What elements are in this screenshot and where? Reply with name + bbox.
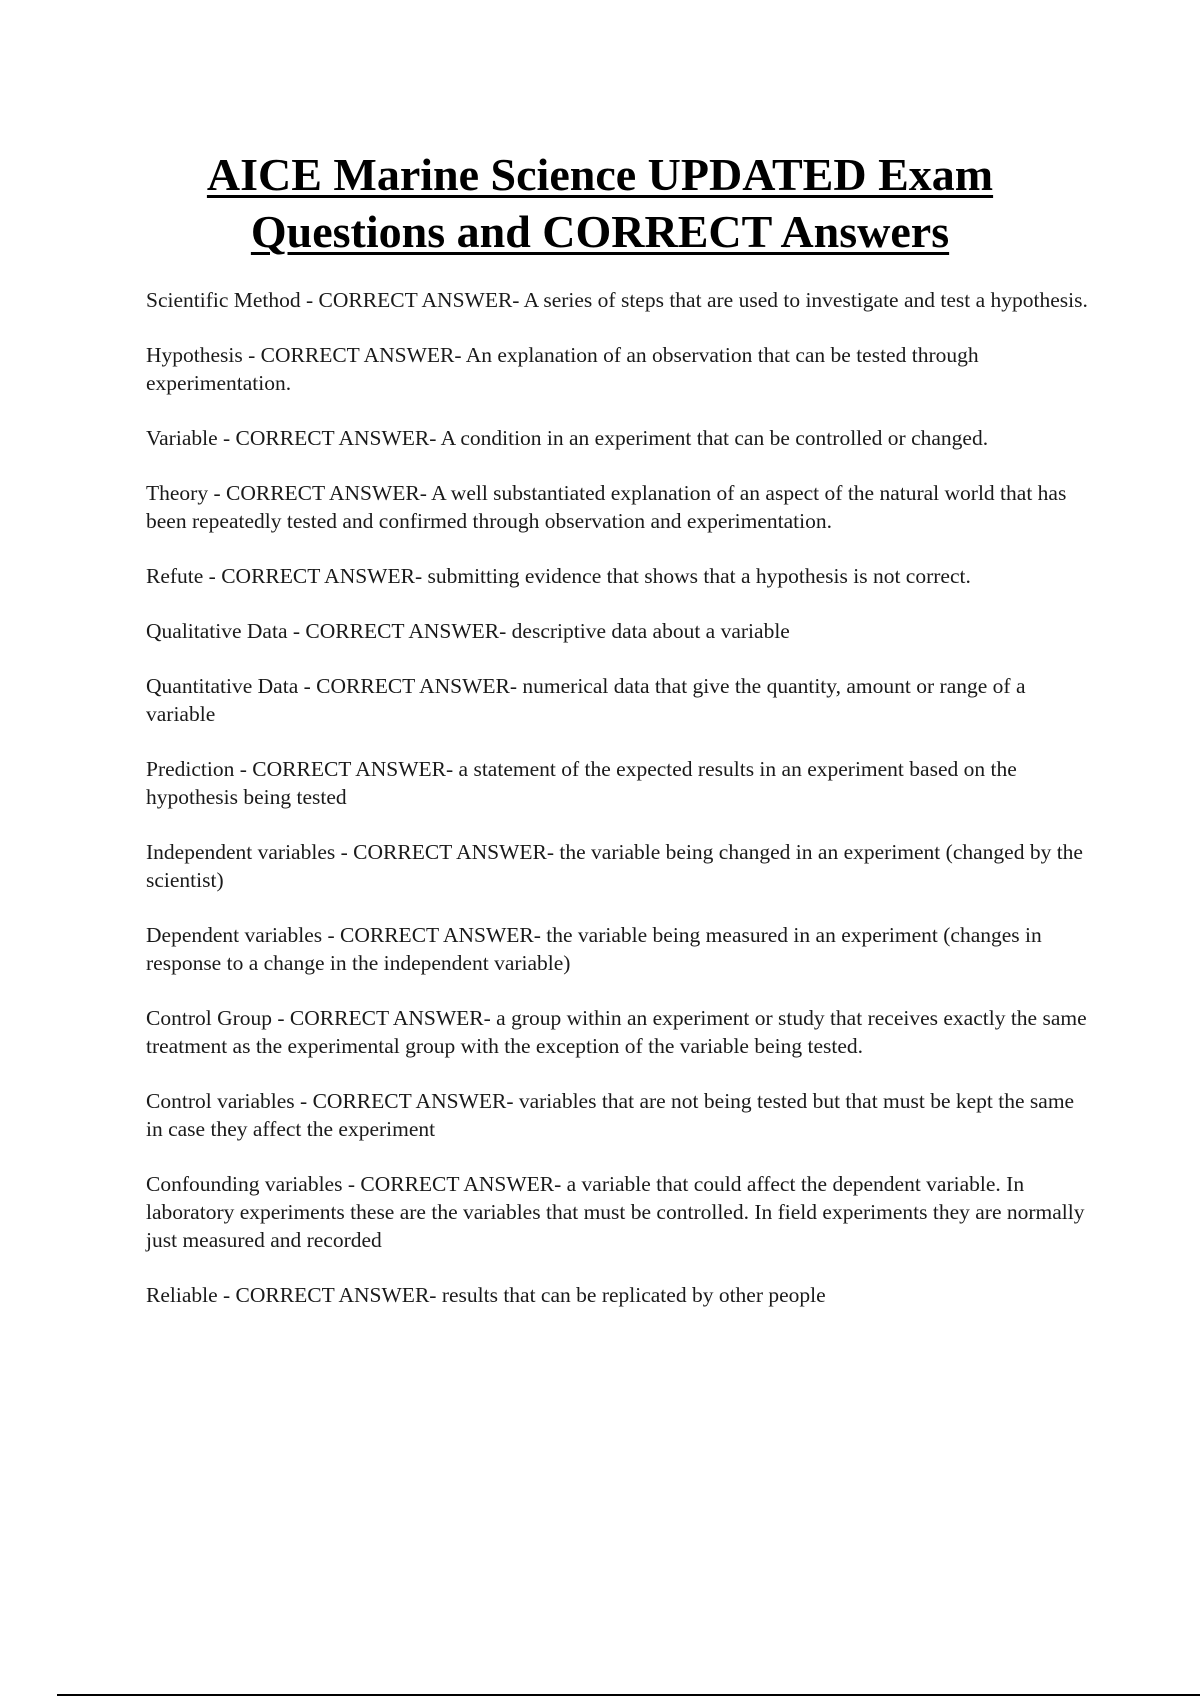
qa-entry-control-group: Control Group - CORRECT ANSWER- a group within an experiment or study that receives exactly the same treatment as the experimental group with the exception of the variable being tested. [146,1006,1087,1058]
title-line-2: Questions and CORRECT Answers [250,206,950,257]
qa-entry-refute: Refute - CORRECT ANSWER- submitting evidence that shows that a hypothesis is not correct. [146,564,971,588]
qa-entry-scientific-method: Scientific Method - CORRECT ANSWER- A series of steps that are used to investigate and test a hypothesis. [146,288,1088,312]
qa-entry-independent-variables: Independent variables - CORRECT ANSWER- the variable being changed in an experiment (changed by the scientist) [146,840,1083,892]
qa-entry-hypothesis: Hypothesis - CORRECT ANSWER- An explanation of an observation that can be tested through experimentation. [146,343,979,395]
qa-entry-quantitative-data: Quantitative Data - CORRECT ANSWER- numerical data that give the quantity, amount or range of a variable [146,674,1026,726]
qa-entry-theory: Theory - CORRECT ANSWER- A well substantiated explanation of an aspect of the natural world that has been repeatedly tested and confirmed through observation and experimentation. [146,481,1067,533]
qa-list [146,286,1096,1336]
document-title [0,146,1200,260]
footer-divider [57,1694,1200,1696]
qa-entry-variable: Variable - CORRECT ANSWER- A condition in an experiment that can be controlled or changed. [146,426,989,450]
qa-entry-dependent-variables: Dependent variables - CORRECT ANSWER- the variable being measured in an experiment (changes in response to a change in the independent variable) [146,923,1042,975]
qa-entry-control-variables: Control variables - CORRECT ANSWER- variables that are not being tested but that must be kept the same in case they affect the experiment [146,1089,1075,1141]
qa-entry-prediction: Prediction - CORRECT ANSWER- a statement of the expected results in an experiment based on the hypothesis being tested [146,757,1017,809]
qa-entry-confounding-variables: Confounding variables - CORRECT ANSWER- a variable that could affect the dependent variable. In laboratory experiments these are the variables that must be controlled. In field experiments they are normally just measured and recorded [146,1172,1085,1252]
qa-entry-reliable: Reliable - CORRECT ANSWER- results that can be replicated by other people [146,1283,826,1307]
title-line-1: AICE Marine Science UPDATED Exam [206,149,994,200]
qa-entry-qualitative-data: Qualitative Data - CORRECT ANSWER- descriptive data about a variable [146,619,790,643]
